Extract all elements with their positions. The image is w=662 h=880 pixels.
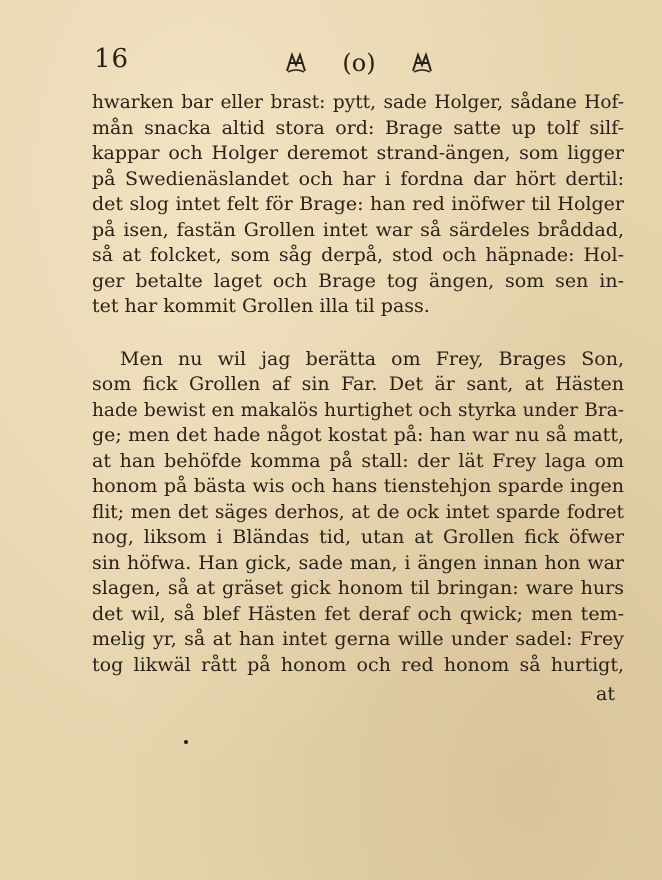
center-marker: (o)	[342, 49, 376, 77]
text-line: som fick Grollen af sin Far. Det är sant, at Hästen	[92, 373, 624, 395]
text-line: på Swedienäslandet och har i fordna dar hört dertil:	[92, 167, 624, 190]
text-line: kappar och Holger deremot strand-ängen, som ligger	[92, 142, 624, 164]
text-line: honom på bästa wis och hans tienstehjon sparde ingen	[92, 475, 624, 497]
header-ornament-group	[284, 48, 434, 78]
text-line: ger betalte laget och Brage tog ängen, som sen in-	[92, 269, 624, 292]
text-line: flit; men det säges derhos, at de ock intet sparde fodret	[92, 501, 624, 523]
decorative-ornament-left-icon	[284, 51, 308, 75]
text-line: det wil, så blef Hästen fet deraf och qwick; men tem-	[92, 602, 624, 625]
text-line: nog, liksom i Bländas tid, utan at Grollen fick öfwer	[92, 526, 624, 548]
text-line: sin höfwa. Han gick, sade man, i ängen innan hon war	[92, 551, 624, 574]
paragraph-2	[92, 347, 624, 679]
catchword: at	[596, 683, 615, 705]
text-line: hwarken bar eller brast: pytt, sade Holger, sådane Hof-	[92, 92, 624, 113]
body-text	[92, 90, 624, 678]
paragraph-1	[92, 90, 624, 320]
text-line: ge; men det hade något kostat på: han war nu så matt,	[92, 424, 624, 446]
text-line: melig yr, så at han intet gerna wille under sadel: Frey	[92, 628, 624, 650]
text-line: så at folcket, som såg derpå, stod och häpnade: Hol-	[92, 244, 624, 266]
page-header	[0, 44, 662, 80]
text-line: slagen, så at gräset gick honom til bringan: ware hurs	[92, 577, 624, 599]
text-line: at han behöfde komma på stall: der lät Frey laga om	[92, 449, 624, 472]
text-line: mån snacka altid stora ord: Brage satte up tolf silf-	[92, 116, 624, 139]
page-number: 16	[94, 44, 130, 74]
text-line: på isen, fastän Grollen intet war så särdeles bråddad,	[92, 218, 624, 241]
text-line: hade bewist en makalös hurtighet och styrka under Bra-	[92, 399, 624, 421]
text-line: tet har kommit Grollen illa til pass.	[92, 295, 430, 317]
ink-spot	[184, 740, 188, 744]
decorative-ornament-right-icon	[410, 51, 434, 75]
text-line: det slog intet felt för Brage: han red inöfwer til Holger	[92, 193, 624, 215]
text-line: tog likwäl rått på honom och red honom så hurtigt,	[92, 653, 624, 676]
text-line: Men nu wil jag berätta om Frey, Brages Son,	[120, 347, 624, 370]
